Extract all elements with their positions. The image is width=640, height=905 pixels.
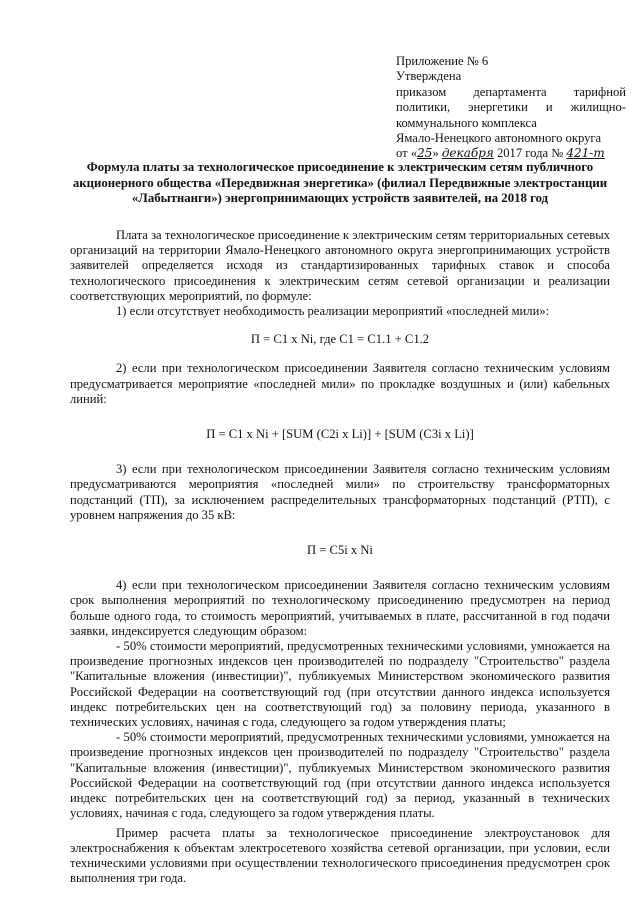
document-body [70,228,610,886]
date-year: 2017 года № [493,146,567,161]
intro-paragraph: Плата за технологическое присоединение к электрическим сетям территориальных сетевых организаций на территории Ямало-Ненецкого автономного округа энергопринимающих устройств заявителей определяется исходя из стандартизированных тарифных ставок и способа технологического присоединения к электрическим сетям сетевой организации и реализации соответствующих мероприятий, по формуле: [70,228,610,303]
approval-line: приказом департамента тарифной [396,84,626,99]
date-prefix: от « [396,146,418,161]
approval-line: Ямало-Ненецкого автономного округа [396,131,602,146]
appendix-number: Приложение № 6 [396,54,489,68]
indexation-bullet-2: - 50% стоимости мероприятий, предусмотренных техническими условиями, умножается на произведение прогнозных индексов цен производителей по подразделу "Строительство" раздела "Капитальные вложения (инвестиции)", публикуемых Министерством экономического развития Российской Федерации на соответствующий год (при отсутствии данного индекса используется индекс потребительских цен на соответствующий год) за период, указанный в технических условиях, начиная с года, следующего за годом утверждения платы. [70,730,610,821]
approved-label: Утверждена [396,69,462,84]
indexation-bullet-1: - 50% стоимости мероприятий, предусмотренных техническими условиями, умножается на произведение прогнозных индексов цен производителей по подразделу "Строительство" раздела "Капитальные вложения (инвестиции)", публикуемых Министерством экономического развития Российской Федерации на соответствующий год (при отсутствии данного индекса используется индекс потребительских цен на соответствующий год) за половину периода, указанного в технических условиях, начиная с года, следующего за годом утверждения платы; [70,639,610,730]
date-mid: » [432,146,442,161]
approval-line: коммунального комплекса [396,115,537,130]
approval-line: политики, энергетики и жилищно- [396,100,626,115]
date-month: декабря [441,146,494,161]
date-day: 25 [417,146,433,161]
formula-1: П = С1 x Ni, где С1 = С1.1 + С1.2 [250,332,430,347]
formula-2: П = С1 x Ni + [SUM (C2i x Li)] + [SUM (C3i x Li)] [206,427,474,442]
approval-block [396,54,626,162]
case-3-text: 3) если при технологическом присоединении Заявителя согласно техническим условиям предусматриваются мероприятия «последней мили» по строительству трансформаторных подстанций (ТП), за исключением распределительных трансформаторных подстанций (РТП), с уровнем напряжения до 35 кВ: [70,462,610,522]
example-paragraph: Пример расчета платы за технологическое присоединение электроустановок для электроснабжения к объектам электросетевого хозяйства сетевой организации, при условии, если техническими условиями при осуществлении технологического присоединения предусмотрен срок выполнения три года. [70,825,610,886]
order-number: 421-т [566,146,605,161]
case-2-text: 2) если при технологическом присоединении Заявителя согласно техническим условиям предусматривается мероприятие «последней мили» по прокладке воздушных и (или) кабельных линий: [70,361,610,406]
formula-3: П = С5i x Ni [307,543,373,558]
document-title: Формула платы за технологическое присоединение к электрическим сетям публичного акционерного общества «Передвижная энергетика» (филиал Передвижные электростанции «Лабытнанги») энергопринимающих устройств заявителей, на 2018 год [72,160,608,206]
case-1-text: 1) если отсутствует необходимость реализации мероприятий «последней мили»: [116,304,550,319]
case-4-text: 4) если при технологическом присоединении Заявителя согласно техническим условиям срок выполнения мероприятий по технологическому присоединению предусмотрен на период больше одного года, то стоимость мероприятий, учитываемых в плате, рассчитанной в год подачи заявки, индексируется следующим образом: [70,578,610,638]
